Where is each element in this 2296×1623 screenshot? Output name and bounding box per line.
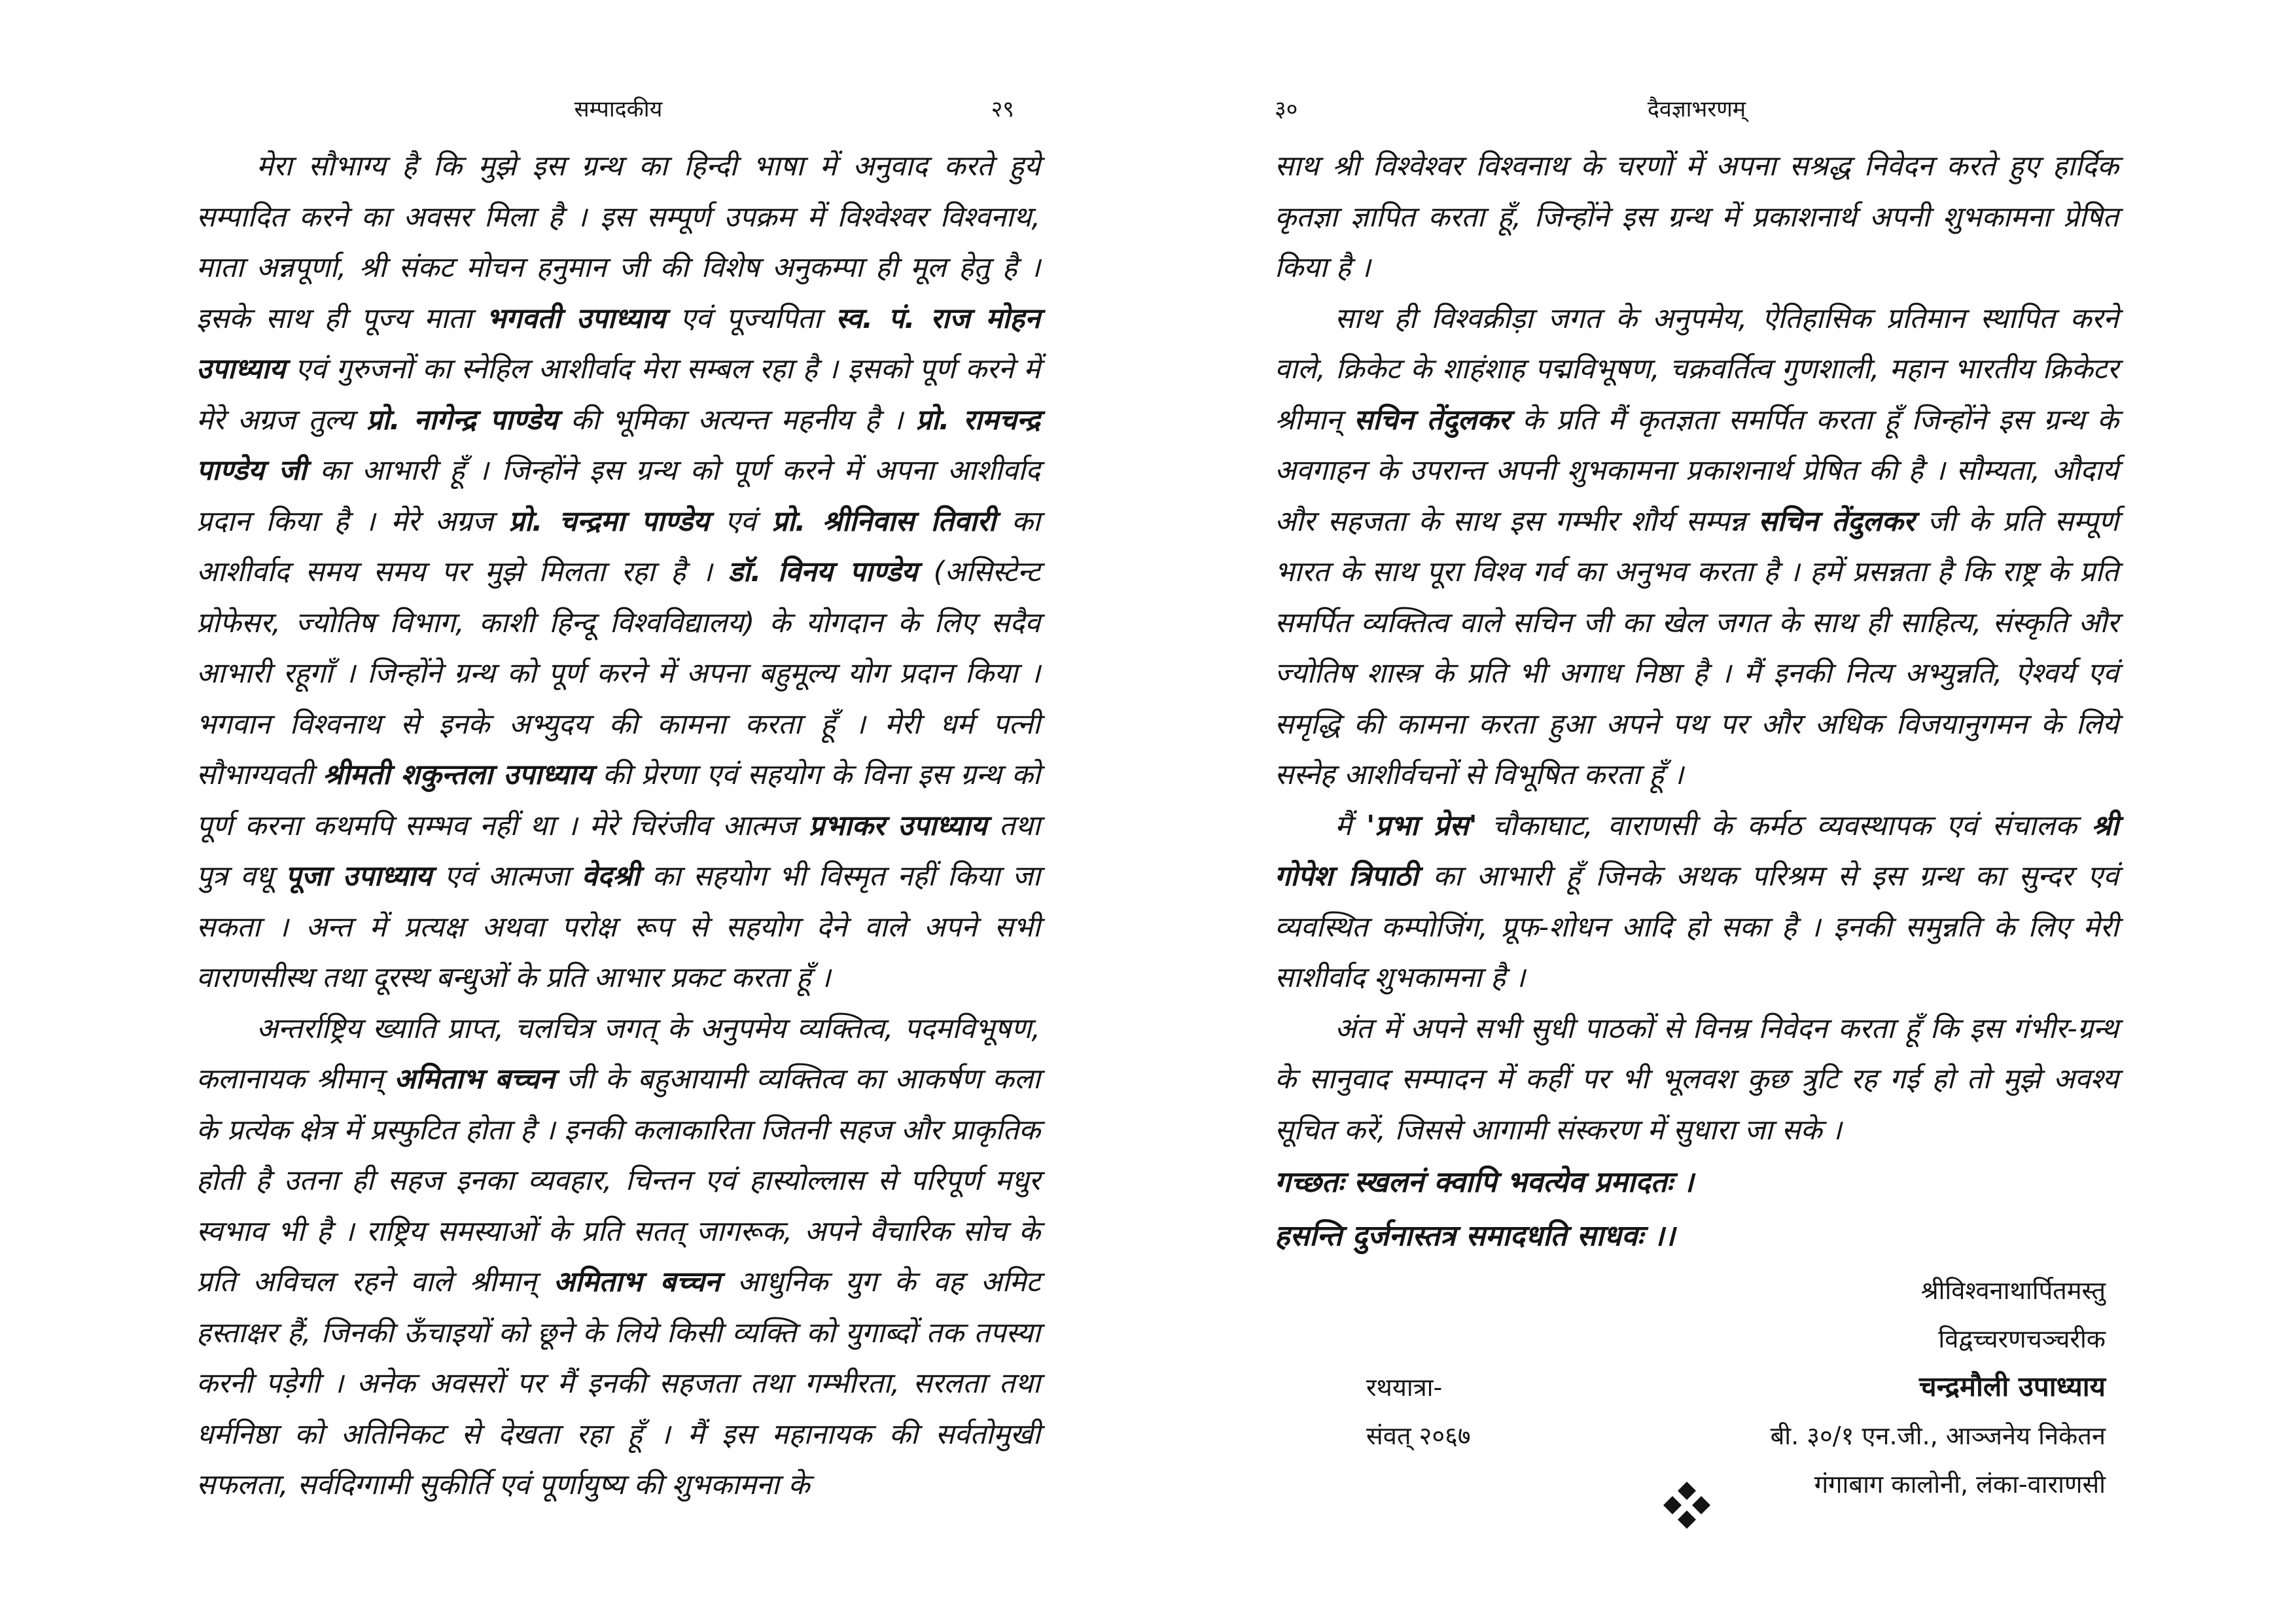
author-name: चन्द्रमौली उपाध्याय — [1918, 1370, 2106, 1402]
left-page-body — [196, 141, 1040, 1511]
address-line-1: बी. ३०/१ एन.जी., आञ्जनेय निकेतन — [1770, 1421, 2106, 1450]
left-page-number: २९ — [991, 96, 1014, 122]
right-page-number: ३० — [1275, 96, 1298, 122]
verse-line-2: हसन्ति दुर्जनास्तत्र समादधति साधवः ।। — [1275, 1219, 1675, 1253]
left-page-header — [196, 93, 1040, 132]
verse-line-1: गच्छतः स्खलनं क्वापि भवत्येव प्रमादतः । — [1275, 1166, 1694, 1199]
right-page-header — [1275, 93, 2119, 132]
four-diamond-ornament-icon — [1661, 1479, 1713, 1531]
left-page — [196, 0, 1040, 1623]
left-paragraph-1: मेरा सौभाग्य है कि मुझे इस ग्रन्थ का हिन्दी भाषा में अनुवाद करते हुये सम्पादित करने का अवसर मिला है । इस सम्पूर्ण उपक्रम में विश्वेश्वर विश्वनाथ, माता अन्नपूर्णा, श्री संकट मोचन हनुमान जी की विशेष अनुकम्पा ही मूल हेतु है । इसके साथ ही पूज्य माता भगवती उपाध्याय एवं पूज्यपिता स्व. पं. राज मोहन उपाध्याय एवं गुरुजनों का स्नेहिल आशीर्वाद मेरा सम्बल रहा है । इसको पूर्ण करने में मेरे अग्रज तुल्य प्रो. नागेन्द्र पाण्डेय की भूमिका अत्यन्त महनीय है । प्रो. रामचन्द्र पाण्डेय जी का आभारी हूँ । जिन्होंने इस ग्रन्थ को पूर्ण करने में अपना आशीर्वाद प्रदान किया है । मेरे अग्रज प्रो. चन्द्रमा पाण्डेय एवं प्रो. श्रीनिवास तिवारी का आशीर्वाद समय समय पर मुझे मिलता रहा है । डॉ. विनय पाण्डेय (असिस्टेन्ट प्रोफेसर, ज्योतिष विभाग, काशी हिन्दू विश्वविद्यालय) के योगदान के लिए सदैव आभारी रहूगाँ । जिन्होंने ग्रन्थ को पूर्ण करने में अपना बहुमूल्य योग प्रदान किया । भगवान विश्वनाथ से इनके अभ्युदय की कामना करता हूँ । मेरी धर्म पत्नी सौभाग्यवती श्रीमती शकुन्तला उपाध्याय की प्रेरणा एवं सहयोग के विना इस ग्रन्थ को पूर्ण करना कथमपि सम्भव नहीं था । मेरे चिरंजीव आत्मज प्रभाकर उपाध्याय तथा पुत्र वधू पूजा उपाध्याय एवं आत्मजा वेदश्री का सहयोग भी विस्मृत नहीं किया जा सकता । अन्त में प्रत्यक्ष अथवा परोक्ष रूप से सहयोग देने वाले अपने सभी वाराणसीस्थ तथा दूरस्थ बन्धुओं के प्रति आभार प्रकट करता हूँ । — [196, 150, 1041, 994]
year-line: संवत् २०६७ — [1366, 1421, 1471, 1450]
dedication-line: श्रीविश्वनाथार्पितमस्तु — [1920, 1276, 2106, 1305]
epithet-line: विद्वच्चरणचञ्चरीक — [1938, 1325, 2106, 1353]
right-paragraph-3: मैं 'प्रभा प्रेस' चौकाघाट, वाराणसी के कर्मठ व्यवस्थापक एवं संचालक श्री गोपेश त्रिपाठी का आभारी हूँ जिनके अथक परिश्रम से इस ग्रन्थ का सुन्दर एवं व्यवस्थित कम्पोजिंग, प्रूफ-शोधन आदि हो सका है । इनकी समुन्नति के लिए मेरी साशीर्वाद शुभकामना है । — [1275, 809, 2119, 994]
right-paragraph-1: साथ श्री विश्वेश्वर विश्वनाथ के चरणों में अपना सश्रद्ध निवेदन करते हुए हार्दिक कृतज्ञा ज्ञापित करता हूँ, जिन्होंने इस ग्रन्थ में प्रकाशनार्थ अपनी शुभकामना प्रेषित किया है । — [1275, 150, 2119, 284]
right-paragraph-2: साथ ही विश्वक्रीड़ा जगत के अनुपमेय, ऐतिहासिक प्रतिमान स्थापित करने वाले, क्रिकेट के शाहंशाह पद्मविभूषण, चक्रवर्तित्व गुणशाली, महान भारतीय क्रिकेटर श्रीमान् सचिन तेंदुलकर के प्रति मैं कृतज्ञता समर्पित करता हूँ जिन्होंने इस ग्रन्थ के अवगाहन के उपरान्त अपनी शुभकामना प्रकाशनार्थ प्रेषित की है । सौम्यता, औदार्य और सहजता के साथ इस गम्भीर शौर्य सम्पन्न सचिन तेंदुलकर जी के प्रति सम्पूर्ण भारत के साथ पूरा विश्व गर्व का अनुभव करता है । हमें प्रसन्नता है कि राष्ट्र के प्रति समर्पित व्यक्तित्व वाले सचिन जी का खेल जगत के साथ ही साहित्य, संस्कृति और ज्योतिष शास्त्र के प्रति भी अगाध निष्ठा है । मैं इनकी नित्य अभ्युन्नति, ऐश्वर्य एवं समृद्धि की कामना करता हुआ अपने पथ पर और अधिक विजयानुगमन के लिये सस्नेह आशीर्वचनों से विभूषित करता हूँ । — [1275, 302, 2119, 791]
right-page — [1275, 0, 2119, 1623]
address-line-2: गंगाबाग कालोनी, लंका-वाराणसी — [1814, 1470, 2106, 1499]
right-page-body — [1275, 141, 2119, 1525]
left-paragraph-2: अन्तर्राष्ट्रिय ख्याति प्राप्त, चलचित्र जगत् के अनुपमेय व्यक्तित्व, पदमविभूषण, कलानायक श्रीमान् अमिताभ बच्चन जी के बहुआयामी व्यक्तित्व का आकर्षण कला के प्रत्येक क्षेत्र में प्रस्फुटित होता है । इनकी कलाकारिता जितनी सहज और प्राकृतिक होती है उतना ही सहज इनका व्यवहार, चिन्तन एवं हास्योल्लास से परिपूर्ण मधुर स्वभाव भी है । राष्ट्रिय समस्याओं के प्रति सतत् जागरूक, अपने वैचारिक सोच के प्रति अविचल रहने वाले श्रीमान् अमिताभ बच्चन आधुनिक युग के वह अमिट हस्ताक्षर हैं, जिनकी ऊँचाइयों को छूने के लिये किसी व्यक्ति को युगाब्दों तक तपस्या करनी पड़ेगी । अनेक अवसरों पर मैं इनकी सहजता तथा गम्भीरता, सरलता तथा धर्मनिष्ठा को अतिनिकट से देखता रहा हूँ । मैं इस महानायक की सर्वतोमुखी सफलता, सर्वदिग्गामी सुकीर्ति एवं पूर्णायुष्य की शुभकामना के — [196, 1012, 1041, 1501]
occasion-line: रथयात्रा- — [1366, 1373, 1443, 1402]
left-running-title: सम्पादकीय — [574, 96, 663, 122]
right-running-title: दैवज्ञाभरणम् — [1647, 96, 1746, 122]
right-paragraph-4: अंत में अपने सभी सुधी पाठकों से विनम्र निवेदन करता हूँ कि इस गंभीर-ग्रन्थ के सानुवाद सम्पादन में कहीं पर भी भूलवश कुछ त्रुटि रह गई हो तो मुझे अवश्य सूचित करें, जिससे आगामी संस्करण में सुधारा जा सके । — [1275, 1012, 2119, 1147]
